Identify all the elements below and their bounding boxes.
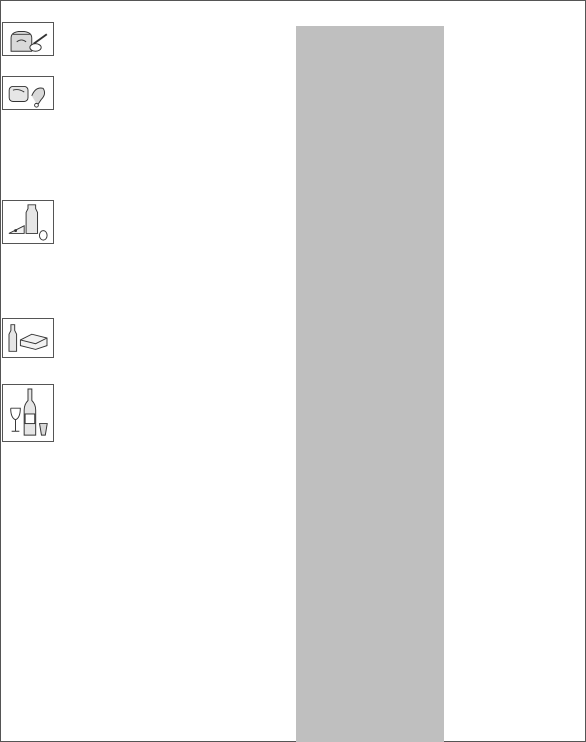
month-column-band	[296, 26, 444, 742]
meat-icon	[2, 76, 54, 110]
grain-sack-icon	[2, 22, 54, 56]
oil-butter-icon	[2, 318, 54, 358]
dairy-icon	[2, 200, 54, 244]
wine-bottle-icon	[2, 384, 54, 442]
